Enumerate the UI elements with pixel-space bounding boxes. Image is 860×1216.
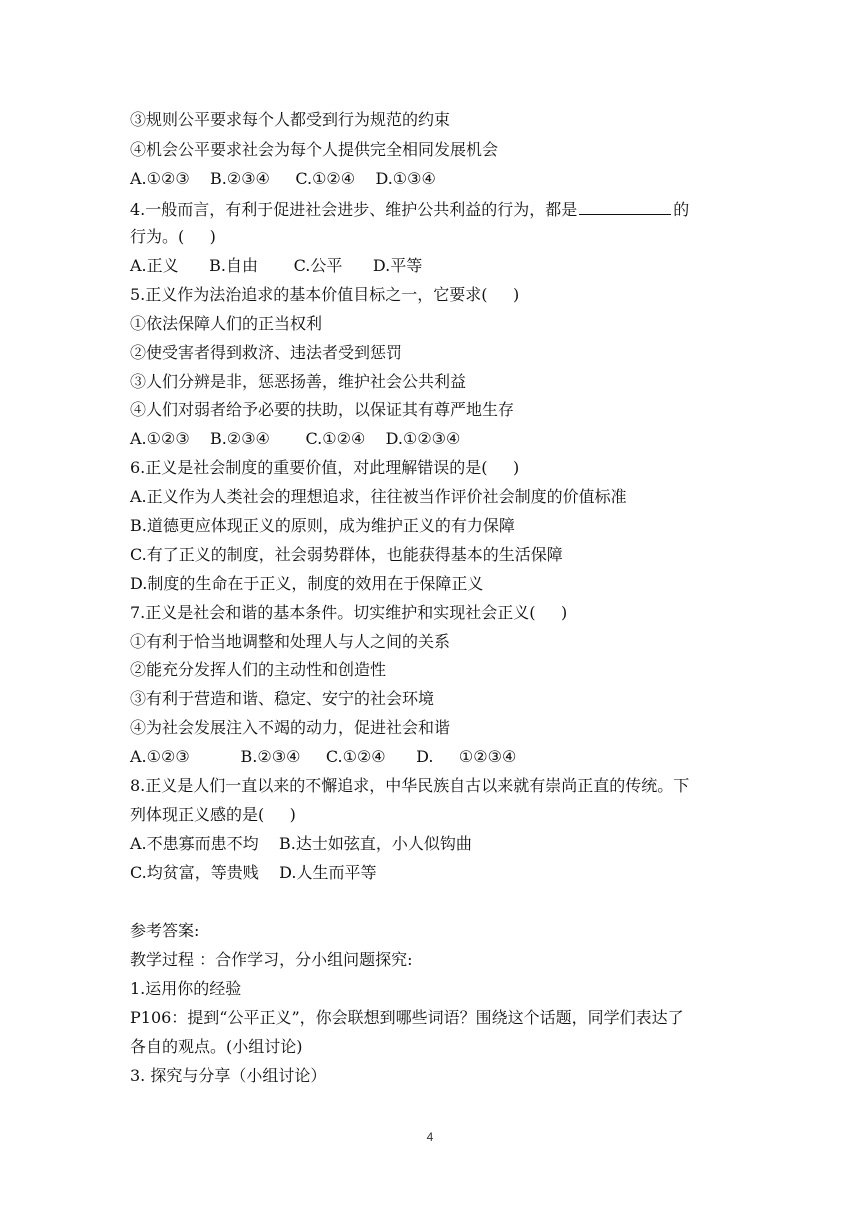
option-line: ④人们对弱者给予必要的扶助，以保证其有尊严地生存: [130, 400, 515, 419]
question-4-text: 4.一般而言，有利于促进社会进步、维护公共利益的行为，都是: [130, 200, 578, 219]
question-4-stem: [130, 198, 740, 220]
paragraph-line: P106：提到“公平正义”，你会联想到哪些词语？围绕这个话题，同学们表达了: [130, 1008, 684, 1027]
answer-choices: A.①②③ B.②③④ C.①②④ D.①②③④: [130, 429, 461, 448]
reference-answers-heading: 参考答案:: [130, 921, 200, 940]
answer-choices: A.正义 B.自由 C.公平 D.平等: [130, 256, 423, 275]
answer-choices: A.①②③ B.②③④ C.①②④ D. ①②③④: [130, 747, 517, 766]
section-heading: 1.运用你的经验: [130, 979, 242, 998]
option-line: D.制度的生命在于正义，制度的效用在于保障正义: [130, 574, 484, 593]
option-line: ③规则公平要求每个人都受到行为规范的约束: [130, 110, 451, 129]
question-8-stem: 8.正义是人们一直以来的不懈追求，中华民族自古以来就有崇尚正直的传统。下: [130, 776, 690, 795]
option-line: ④为社会发展注入不竭的动力，促进社会和谐: [130, 718, 451, 737]
fill-blank: [579, 198, 671, 215]
question-4-text-end: 的: [673, 200, 690, 219]
question-8-continued: 列体现正义感的是( ): [130, 805, 296, 824]
option-line: ②能充分发挥人们的主动性和创造性: [130, 660, 387, 679]
teaching-process-line: 教学过程 ：合作学习，分小组问题探究:: [130, 950, 413, 969]
question-4-continued: 行为。( ): [130, 227, 216, 246]
page-number: 4: [426, 1130, 434, 1144]
option-line: ②使受害者得到救济、违法者受到惩罚: [130, 343, 403, 362]
option-line: A.正义作为人类社会的理想追求，往往被当作评价社会制度的价值标准: [130, 487, 627, 506]
option-line: C.有了正义的制度，社会弱势群体，也能获得基本的生活保障: [130, 545, 563, 564]
section-heading: 3. 探究与分享（小组讨论）: [130, 1066, 327, 1085]
option-line: ①有利于恰当地调整和处理人与人之间的关系: [130, 632, 451, 651]
answer-choices: C.均贫富，等贵贱 D.人生而平等: [130, 863, 377, 882]
question-7-stem: 7.正义是社会和谐的基本条件。切实维护和实现社会正义( ): [130, 603, 568, 622]
paragraph-line: 各自的观点。(小组讨论): [130, 1037, 303, 1056]
question-5-stem: 5.正义作为法治追求的基本价值目标之一，它要求( ): [130, 285, 520, 304]
option-line: ③有利于营造和谐、稳定、安宁的社会环境: [130, 689, 435, 708]
option-line: ③人们分辨是非，惩恶扬善，维护社会公共利益: [130, 372, 467, 391]
answer-choices: A.①②③ B.②③④ C.①②④ D.①③④: [130, 169, 436, 188]
option-line: B.道德更应体现正义的原则，成为维护正义的有力保障: [130, 516, 515, 535]
answer-choices: A.不患寡而患不均 B.达士如弦直，小人似钩曲: [130, 834, 472, 853]
question-6-stem: 6.正义是社会制度的重要价值，对此理解错误的是( ): [130, 458, 520, 477]
option-line: ④机会公平要求社会为每个人提供完全相同发展机会: [130, 140, 499, 159]
option-line: ①依法保障人们的正当权利: [130, 314, 323, 333]
